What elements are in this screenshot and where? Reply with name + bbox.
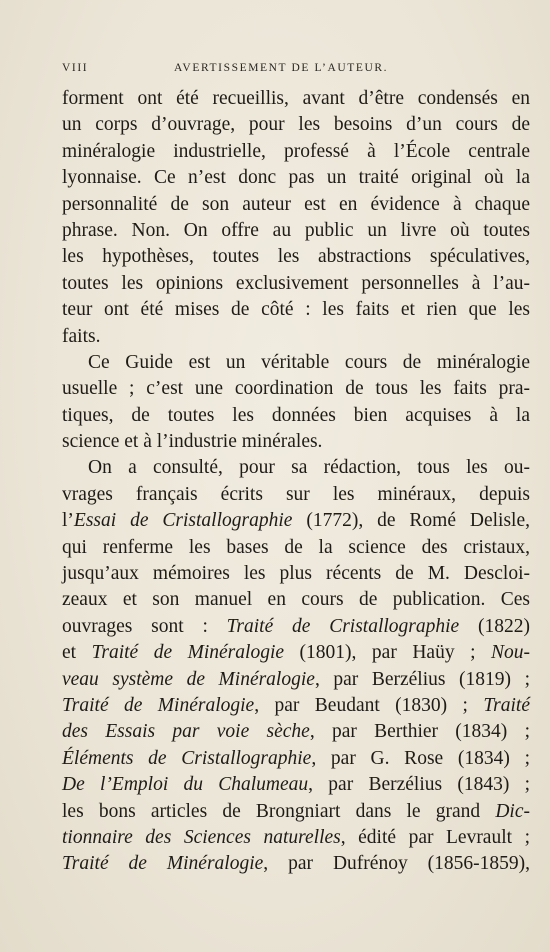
book-title: Dic- [495,800,530,822]
text-line: science et à l’industrie minérales. [62,431,323,453]
book-title: tionnaire des Sciences naturelles [62,826,341,848]
text-line: lyonnaise. Ce n’est donc pas un traité original où la [62,167,530,189]
text-line: les hypothèses, toutes les abstractions spéculatives, [62,246,530,268]
line-segment: les bons articles de Brongniart dans le grand [62,800,496,822]
book-title: Traité [483,694,530,716]
line-segment: , par Beudant (1830) ; [254,694,484,716]
paragraph [62,86,530,350]
text-line [62,614,530,640]
line-segment: , par Berzélius (1819) ; [314,668,530,690]
book-title: Traité de Minéralogie [91,642,285,664]
text-line: un corps d’ouvrage, pour les besoins d’un cours de [62,114,530,136]
text-line [62,799,530,825]
book-title: veau système de Minéralogie [62,668,315,690]
text-line [62,640,530,666]
line-segment: , par Berzélius (1843) ; [308,774,530,796]
paragraph [62,350,530,456]
text-line [62,667,530,693]
text-line: minéralogie industrielle, professé à l’École centrale [62,140,530,162]
text-line: vrages français écrits sur les minéraux, depuis [62,483,530,505]
text-line: forment ont été recueillis, avant d’être condensés en [62,88,530,109]
line-segment: , édité par Levrault ; [340,826,530,848]
paragraph [62,455,530,877]
text-line: teur ont été mises de côté : les faits et rien que les [62,299,530,321]
book-title: Traité de Minéralogie [62,853,264,875]
line-segment: (1801), par Haüy ; [284,642,492,664]
text-line: On a consulté, pour sa rédaction, tous les ou- [88,457,530,479]
text-line: qui renferme les bases de la science des cristaux, [62,536,530,558]
book-title: Traité de Minéralogie [62,694,255,716]
text-line: jusqu’aux mémoires les plus récents de M. Descloi- [62,563,530,585]
text-line [62,851,530,877]
book-title: Éléments de Cristallographie [62,747,312,769]
line-segment: , par Dufrénoy (1856-1859), [263,853,530,875]
text-line: personnalité de son auteur est en évidence à chaque [62,193,530,215]
text-line: tiques, de toutes les données bien acquises à la [62,404,530,426]
text-line [62,693,530,719]
line-segment: ouvrages sont : [62,615,227,637]
text-line: zeaux et son manuel en cours de publication. Ces [62,589,530,611]
book-title: Nou- [491,642,531,664]
text-line: faits. [62,325,101,347]
text-line [62,508,530,534]
body-text [62,86,530,878]
line-segment: et [62,642,92,664]
text-line: toutes les opinions exclusivement personnelles à l’au- [62,272,530,294]
book-title: Traité de Cristallographie [226,615,460,637]
text-line: Ce Guide est un véritable cours de minéralogie [88,351,530,373]
line-segment: (1822) [459,615,530,637]
line-segment: , par G. Rose (1834) ; [311,747,531,769]
text-line [62,719,530,745]
text-line: phrase. Non. On offre au public un livre où toutes [62,219,530,241]
line-segment: , par Berthier (1834) ; [309,721,530,743]
book-title: Essai de Cristallographie [73,510,293,532]
line-segment: l’ [62,510,74,532]
book-title: De l’Emploi du Chalumeau [62,774,309,796]
running-header [62,62,532,80]
book-title: des Essais par voie sèche [62,721,310,743]
running-title: AVERTISSEMENT DE L’AUTEUR. [174,62,389,74]
text-line [62,825,530,851]
text-line [62,746,530,772]
page-folio: VIII [62,62,89,74]
text-line: usuelle ; c’est une coordination de tous les faits pra- [62,378,530,400]
line-segment: (1772), de Romé Delisle, [292,510,530,532]
text-line [62,772,530,798]
